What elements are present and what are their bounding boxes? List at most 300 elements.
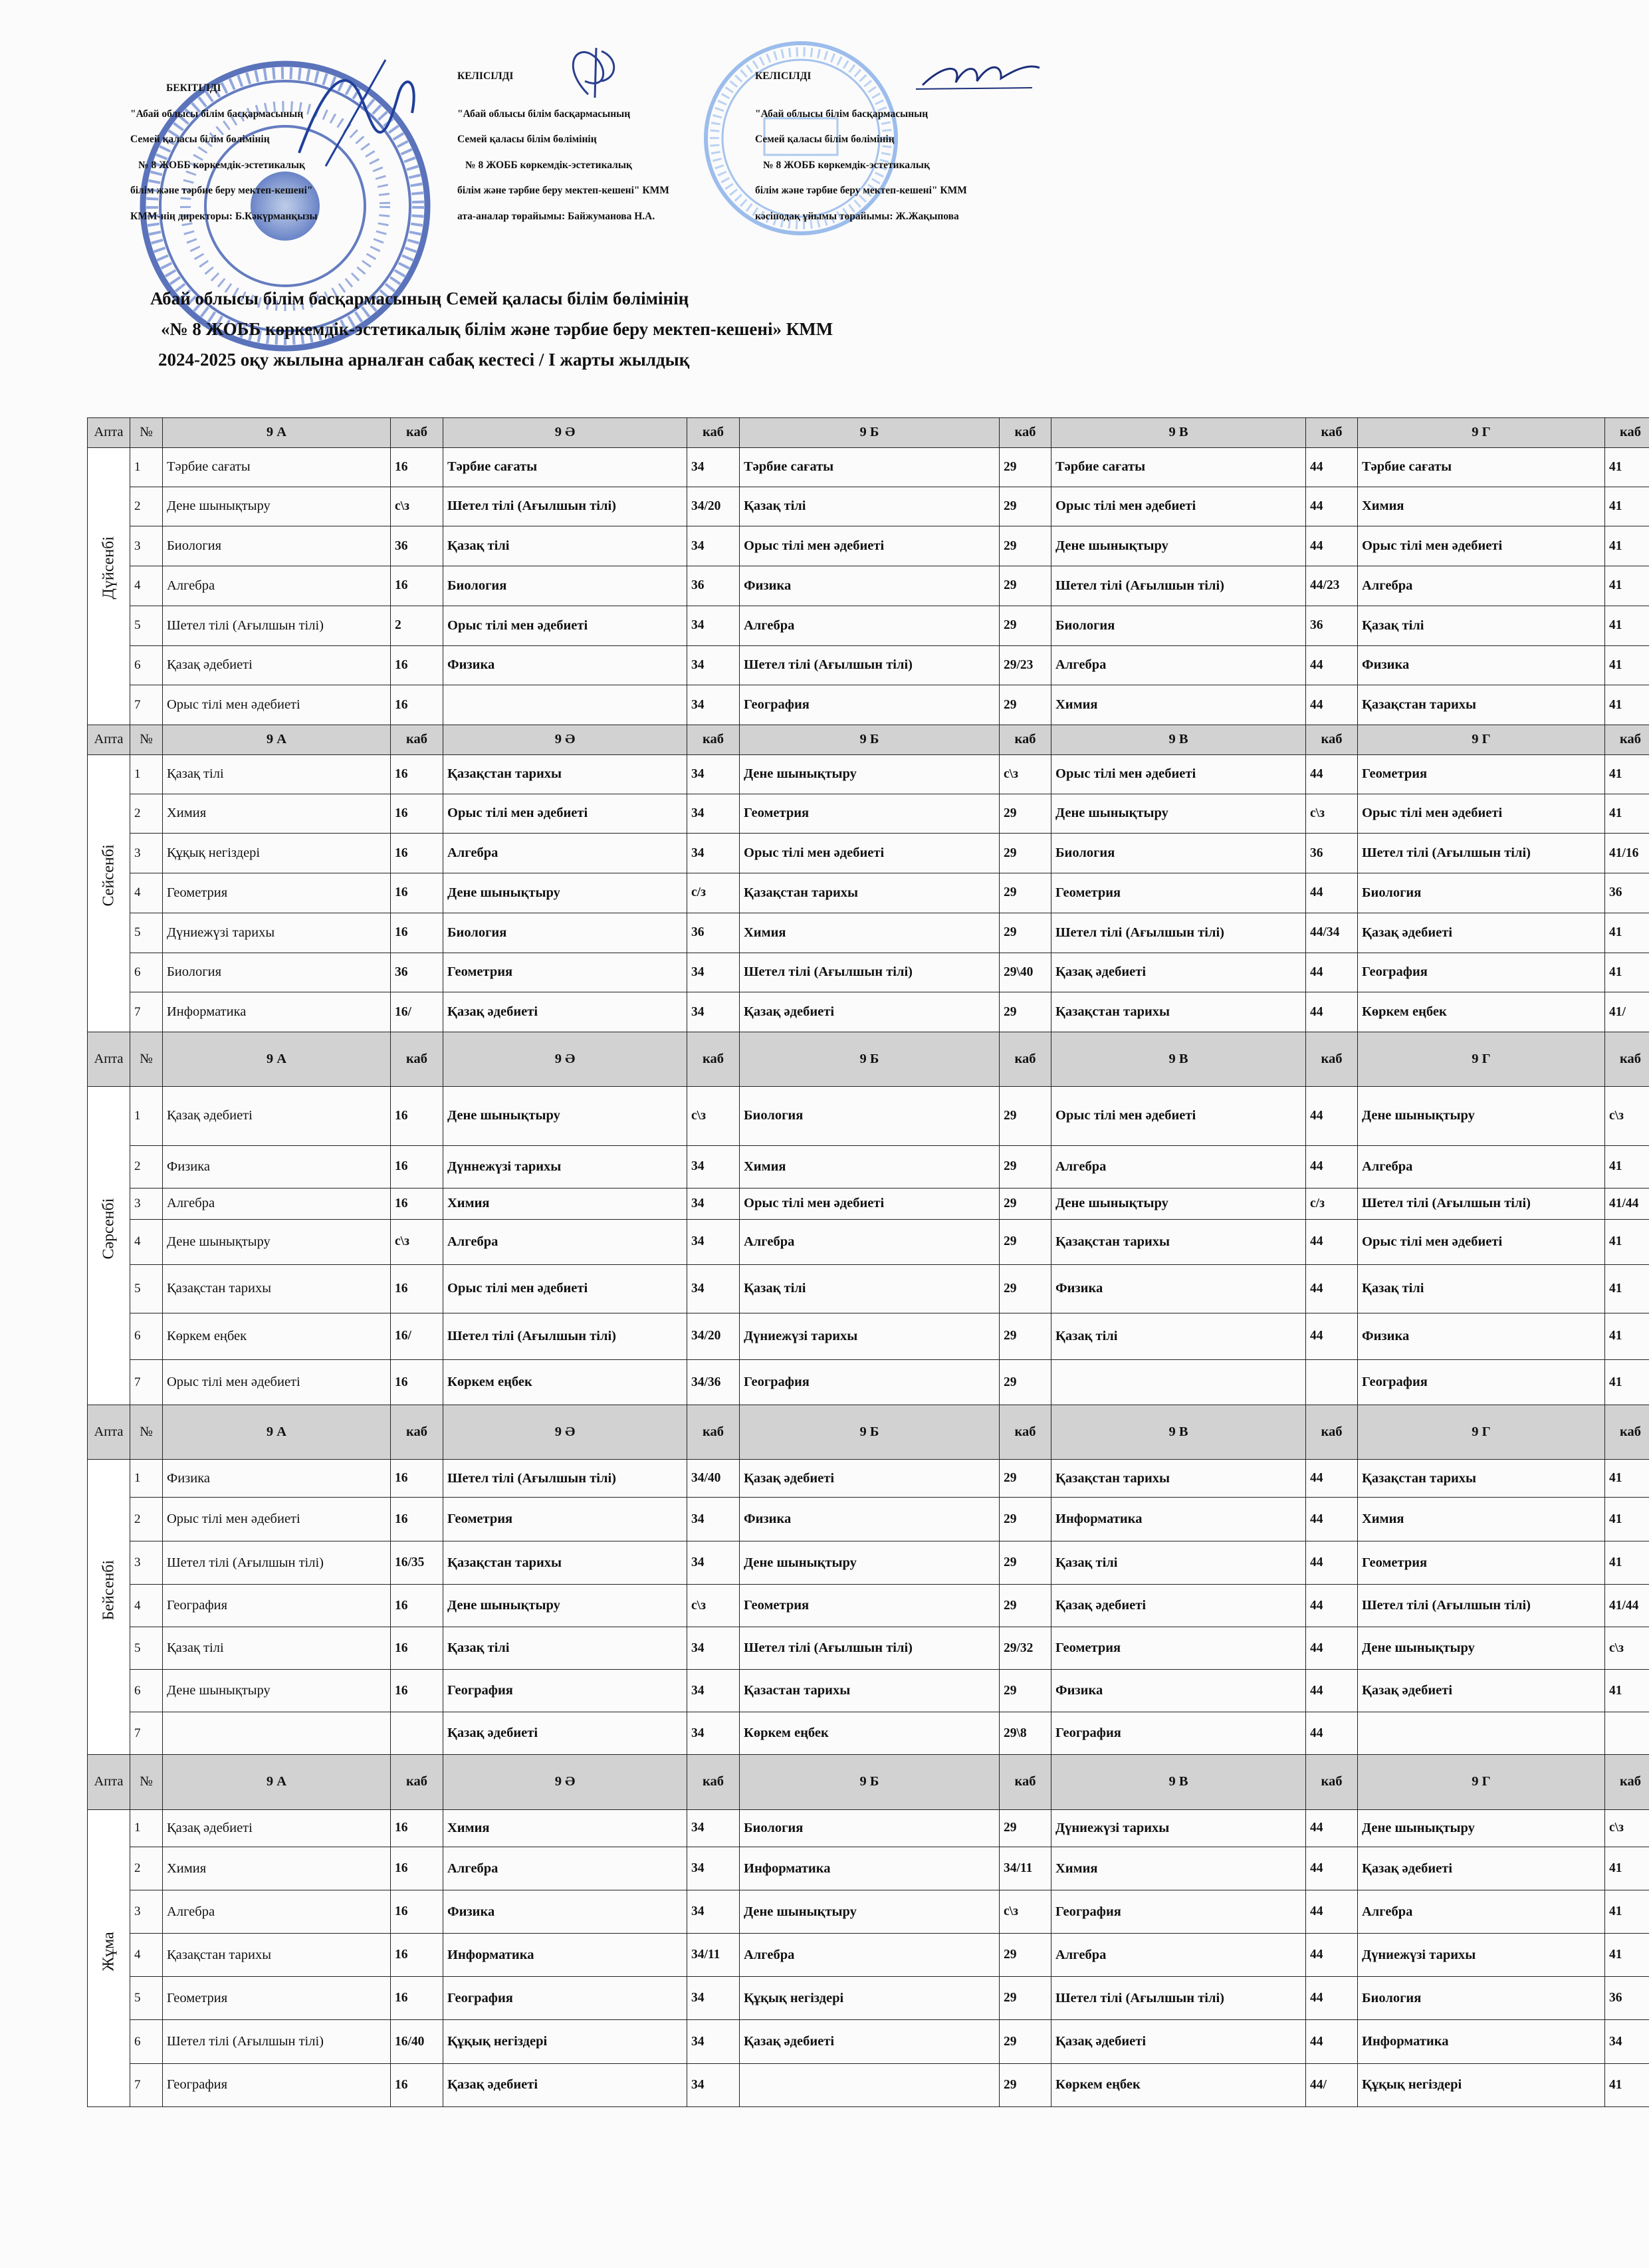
cabinet-cell: 29: [1000, 685, 1051, 725]
subject-cell: Дене шынықтыру: [740, 1890, 1000, 1934]
subject-cell: Қазақ тілі: [443, 526, 687, 566]
header-row: [88, 1032, 1649, 1087]
lesson-row: [88, 834, 1649, 873]
lesson-row: [88, 1087, 1649, 1146]
lesson-number: 6: [130, 1670, 163, 1712]
subject-cell: Дене шынықтыру: [443, 873, 687, 913]
subject-cell: Алгебра: [1358, 1145, 1605, 1188]
lesson-number: 3: [130, 1541, 163, 1585]
lesson-row: [88, 447, 1649, 487]
subject-cell: Биология: [163, 526, 391, 566]
lesson-row: [88, 2020, 1649, 2063]
cabinet-cell: 16: [391, 447, 443, 487]
cabinet-cell: 44: [1306, 645, 1358, 685]
cabinet-header: каб: [687, 418, 740, 448]
cabinet-cell: 41: [1605, 1219, 1649, 1264]
approval-block-parents: [457, 64, 669, 229]
cabinet-cell: 29\40: [1000, 953, 1051, 992]
lesson-number: 3: [130, 526, 163, 566]
cabinet-cell: 41: [1605, 487, 1649, 526]
subject-cell: Шетел тілі (Ағылшын тілі): [443, 1460, 687, 1498]
subject-cell: География: [1358, 953, 1605, 992]
subject-cell: Химия: [1358, 487, 1605, 526]
cabinet-cell: 16: [391, 1360, 443, 1405]
subject-cell: Физика: [443, 1890, 687, 1934]
subject-cell: Орыс тілі мен әдебиеті: [1051, 754, 1306, 794]
cabinet-cell: 29: [1000, 606, 1051, 645]
subject-cell: Химия: [163, 1847, 391, 1890]
cabinet-cell: 29: [1000, 992, 1051, 1032]
header-row: [88, 418, 1649, 448]
class-header: 9 Г: [1358, 1405, 1605, 1460]
subject-cell: Шетел тілі (Ағылшын тілі): [1358, 1188, 1605, 1219]
lesson-row: [88, 1977, 1649, 2020]
subject-cell: Биология: [1051, 606, 1306, 645]
lesson-row: [88, 1498, 1649, 1541]
subject-cell: Дене шынықтыру: [1051, 794, 1306, 834]
cabinet-cell: 29: [1000, 1541, 1051, 1585]
approval-line: КММ-нің директоры: Б.Кәкүрманқызы: [130, 210, 318, 222]
cabinet-cell: 41: [1605, 794, 1649, 834]
cabinet-cell: 16: [391, 566, 443, 606]
lesson-number: 4: [130, 566, 163, 606]
cabinet-cell: 29: [1000, 1188, 1051, 1219]
class-header: 9 Б: [740, 1032, 1000, 1087]
lesson-row: [88, 1712, 1649, 1755]
subject-cell: Химия: [443, 1188, 687, 1219]
cabinet-cell: 29: [1000, 834, 1051, 873]
cabinet-header: каб: [391, 1405, 443, 1460]
day-name: Бейсенбі: [100, 1560, 117, 1621]
cabinet-cell: 34: [687, 1627, 740, 1670]
lesson-number: 5: [130, 1977, 163, 2020]
cabinet-cell: 41: [1605, 2063, 1649, 2106]
approval-line: Семей қаласы білім бөлімінің: [457, 134, 597, 145]
subject-cell: Қазақ әдебиеті: [163, 1809, 391, 1847]
cabinet-cell: 34: [687, 1890, 740, 1934]
approval-line: "Абай облысы білім басқармасының: [755, 108, 929, 120]
subject-cell: Көркем еңбек: [1051, 2063, 1306, 2106]
subject-cell: [443, 685, 687, 725]
heading-line: «№ 8 ЖОББ көркемдік-эстетикалық білім және тәрбие беру мектеп-кешені» КММ: [161, 319, 833, 339]
subject-cell: Қазақстан тарихы: [443, 754, 687, 794]
subject-cell: Қазақ әдебиеті: [1051, 953, 1306, 992]
subject-cell: Шетел тілі (Ағылшын тілі): [1051, 1977, 1306, 2020]
cabinet-header: каб: [1000, 418, 1051, 448]
cabinet-cell: 41/44: [1605, 1188, 1649, 1219]
subject-cell: Құқық негіздері: [740, 1977, 1000, 2020]
cabinet-cell: 34: [687, 1847, 740, 1890]
subject-cell: Алгебра: [740, 1219, 1000, 1264]
cabinet-cell: 16: [391, 1890, 443, 1934]
lesson-number: 5: [130, 1265, 163, 1313]
subject-cell: Қазақ тілі: [443, 1627, 687, 1670]
lesson-row: [88, 873, 1649, 913]
cabinet-cell: 36: [1306, 834, 1358, 873]
subject-cell: Құқық негіздері: [443, 2020, 687, 2063]
cabinet-cell: с\з: [391, 1219, 443, 1264]
subject-cell: Тәрбие сағаты: [740, 447, 1000, 487]
day-name: Дүйсенбі: [100, 536, 117, 600]
subject-cell: Қазақ әдебиеті: [1358, 1847, 1605, 1890]
subject-cell: Шетел тілі (Ағылшын тілі): [740, 953, 1000, 992]
subject-cell: Дүниежүзі тарихы: [1358, 1934, 1605, 1977]
subject-cell: Қазақ әдебиеті: [443, 1712, 687, 1755]
class-header: 9 В: [1051, 1755, 1306, 1809]
subject-cell: Шетел тілі (Ағылшын тілі): [1051, 913, 1306, 953]
cabinet-cell: 44: [1306, 1890, 1358, 1934]
lesson-row: [88, 1670, 1649, 1712]
cabinet-header: каб: [687, 1405, 740, 1460]
cabinet-cell: 41: [1605, 1360, 1649, 1405]
cabinet-cell: 41: [1605, 953, 1649, 992]
cabinet-cell: 36: [391, 526, 443, 566]
cabinet-cell: 44: [1306, 754, 1358, 794]
cabinet-cell: 29: [1000, 1219, 1051, 1264]
subject-cell: Химия: [1051, 1847, 1306, 1890]
cabinet-cell: 34: [687, 685, 740, 725]
cabinet-cell: 44/23: [1306, 566, 1358, 606]
lesson-number: 3: [130, 1188, 163, 1219]
cabinet-cell: 44: [1306, 447, 1358, 487]
cabinet-cell: 44: [1306, 1585, 1358, 1627]
cabinet-cell: 34/11: [687, 1934, 740, 1977]
class-header: 9 Б: [740, 418, 1000, 448]
lesson-row: [88, 992, 1649, 1032]
cabinet-cell: 44: [1306, 1087, 1358, 1146]
subject-cell: Шетел тілі (Ағылшын тілі): [740, 645, 1000, 685]
subject-cell: Физика: [163, 1145, 391, 1188]
subject-cell: География: [443, 1670, 687, 1712]
approval-block-union: [755, 64, 967, 229]
cabinet-cell: 44: [1306, 1460, 1358, 1498]
cabinet-header: каб: [1306, 1032, 1358, 1087]
cabinet-cell: 41: [1605, 685, 1649, 725]
cabinet-cell: 41: [1605, 1265, 1649, 1313]
lesson-row: [88, 913, 1649, 953]
heading-line: 2024-2025 оқу жылына арналған сабақ кестесі / І жарты жылдық: [158, 350, 690, 370]
subject-cell: Биология: [1358, 1977, 1605, 2020]
subject-cell: Геометрия: [443, 1498, 687, 1541]
subject-cell: Алгебра: [443, 1847, 687, 1890]
subject-cell: Қазақстан тарихы: [163, 1265, 391, 1313]
approval-line: кәсіподақ ұйымы төрайымы: Ж.Жақыпова: [755, 210, 959, 222]
lesson-number: 6: [130, 2020, 163, 2063]
cabinet-cell: 16: [391, 794, 443, 834]
subject-cell: Алгебра: [443, 1219, 687, 1264]
subject-cell: Алгебра: [1358, 1890, 1605, 1934]
approval-line: Семей қаласы білім бөлімінің: [755, 134, 895, 145]
cabinet-cell: 16: [391, 1145, 443, 1188]
cabinet-cell: 36: [687, 913, 740, 953]
cabinet-cell: 44: [1306, 1670, 1358, 1712]
cabinet-cell: 41: [1605, 1890, 1649, 1934]
cabinet-cell: 44: [1306, 992, 1358, 1032]
subject-cell: Орыс тілі мен әдебиеті: [740, 526, 1000, 566]
cabinet-cell: 16/: [391, 1313, 443, 1359]
cabinet-cell: 44: [1306, 1313, 1358, 1359]
cabinet-cell: 29: [1000, 913, 1051, 953]
cabinet-cell: с\з: [1605, 1087, 1649, 1146]
cabinet-cell: с\з: [1605, 1627, 1649, 1670]
cabinet-header: каб: [1605, 1032, 1649, 1087]
lesson-row: [88, 2063, 1649, 2106]
class-header: 9 Ә: [443, 725, 687, 755]
lesson-number: 1: [130, 754, 163, 794]
subject-cell: Тәрбие сағаты: [1051, 447, 1306, 487]
subject-cell: Алгебра: [1051, 645, 1306, 685]
subject-cell: Қазақстан тарихы: [1358, 1460, 1605, 1498]
subject-cell: Орыс тілі мен әдебиеті: [1051, 1087, 1306, 1146]
cabinet-cell: 29: [1000, 566, 1051, 606]
approval-line: "Абай облысы білім басқармасының: [130, 108, 304, 120]
cabinet-cell: 44: [1306, 1847, 1358, 1890]
cabinet-cell: 34: [1605, 2020, 1649, 2063]
subject-cell: Дене шынықтыру: [443, 1585, 687, 1627]
lesson-number: 7: [130, 992, 163, 1032]
subject-cell: Дене шынықтыру: [163, 487, 391, 526]
cabinet-cell: 16: [391, 2063, 443, 2106]
subject-cell: Қазастан тарихы: [740, 1670, 1000, 1712]
cabinet-cell: 34: [687, 834, 740, 873]
lesson-row: [88, 1460, 1649, 1498]
lesson-row: [88, 645, 1649, 685]
class-header: 9 Г: [1358, 1755, 1605, 1809]
subject-cell: Қазақ әдебиеті: [163, 1087, 391, 1146]
cabinet-cell: с\з: [687, 1087, 740, 1146]
cabinet-cell: 44: [1306, 1145, 1358, 1188]
lesson-row: [88, 1627, 1649, 1670]
cabinet-cell: 16: [391, 873, 443, 913]
subject-cell: Биология: [1358, 873, 1605, 913]
approval-block-director: [130, 76, 318, 229]
cabinet-header: каб: [1605, 1405, 1649, 1460]
cabinet-cell: с/з: [1306, 1188, 1358, 1219]
subject-cell: Қазақ тілі: [1051, 1541, 1306, 1585]
subject-cell: Химия: [740, 913, 1000, 953]
cabinet-cell: 41: [1605, 1847, 1649, 1890]
cabinet-cell: с\з: [687, 1585, 740, 1627]
subject-cell: Дүниежүзі тарихы: [1051, 1809, 1306, 1847]
cabinet-cell: 44: [1306, 1934, 1358, 1977]
cabinet-cell: 16: [391, 1460, 443, 1498]
num-header: №: [130, 418, 163, 448]
cabinet-cell: 34: [687, 953, 740, 992]
subject-cell: Орыс тілі мен әдебиеті: [443, 606, 687, 645]
lesson-row: [88, 1585, 1649, 1627]
heading-line: Абай облысы білім басқармасының Семей қаласы білім бөлімінің: [150, 288, 689, 308]
lesson-row: [88, 1265, 1649, 1313]
cabinet-cell: 29: [1000, 1809, 1051, 1847]
subject-cell: Қазақ әдебиеті: [1051, 1585, 1306, 1627]
subject-cell: Биология: [1051, 834, 1306, 873]
schedule-table: [87, 417, 1649, 2107]
subject-cell: Химия: [443, 1809, 687, 1847]
class-header: 9 Б: [740, 725, 1000, 755]
subject-cell: Дене шынықтыру: [740, 754, 1000, 794]
subject-cell: Құқық негіздері: [163, 834, 391, 873]
day-cell: [88, 447, 130, 725]
cabinet-cell: 34/40: [687, 1460, 740, 1498]
subject-cell: Шетел тілі (Ағылшын тілі): [1051, 566, 1306, 606]
subject-cell: Геометрия: [1358, 1541, 1605, 1585]
subject-cell: Геометрия: [740, 1585, 1000, 1627]
approval-title: КЕЛІСІЛДІ: [457, 70, 514, 82]
subject-cell: Дүннежүзі тарихы: [443, 1145, 687, 1188]
cabinet-cell: 44: [1306, 526, 1358, 566]
cabinet-cell: 29: [1000, 1934, 1051, 1977]
cabinet-cell: 41: [1605, 645, 1649, 685]
lesson-number: 2: [130, 1847, 163, 1890]
lesson-number: 3: [130, 834, 163, 873]
cabinet-cell: 41/44: [1605, 1585, 1649, 1627]
cabinet-header: каб: [1306, 418, 1358, 448]
cabinet-cell: 34: [687, 1145, 740, 1188]
lesson-row: [88, 606, 1649, 645]
subject-cell: Алгебра: [1358, 566, 1605, 606]
cabinet-cell: 16: [391, 913, 443, 953]
subject-cell: Шетел тілі (Ағылшын тілі): [443, 487, 687, 526]
approval-line: ата-аналар төрайымы: Байжуманова Н.А.: [457, 210, 655, 222]
lesson-row: [88, 566, 1649, 606]
subject-cell: Тәрбие сағаты: [443, 447, 687, 487]
cabinet-cell: 16: [391, 1977, 443, 2020]
subject-cell: Информатика: [1051, 1498, 1306, 1541]
subject-cell: Геометрия: [740, 794, 1000, 834]
subject-cell: География: [1051, 1712, 1306, 1755]
cabinet-cell: 29: [1000, 1670, 1051, 1712]
cabinet-cell: 44: [1306, 685, 1358, 725]
subject-cell: Орыс тілі мен әдебиеті: [443, 794, 687, 834]
cabinet-cell: 44: [1306, 1219, 1358, 1264]
cabinet-cell: 29: [1000, 487, 1051, 526]
num-header: №: [130, 725, 163, 755]
subject-cell: Орыс тілі мен әдебиеті: [1358, 794, 1605, 834]
subject-cell: Шетел тілі (Ағылшын тілі): [163, 2020, 391, 2063]
class-header: 9 А: [163, 1032, 391, 1087]
subject-cell: Информатика: [163, 992, 391, 1032]
day-header: Апта: [88, 725, 130, 755]
subject-cell: Информатика: [1358, 2020, 1605, 2063]
cabinet-header: каб: [1605, 725, 1649, 755]
cabinet-cell: 34: [687, 1188, 740, 1219]
class-header: 9 Г: [1358, 725, 1605, 755]
lesson-row: [88, 1360, 1649, 1405]
lesson-number: 5: [130, 1627, 163, 1670]
cabinet-cell: 34/11: [1000, 1847, 1051, 1890]
subject-cell: Қазақ әдебиеті: [740, 1460, 1000, 1498]
cabinet-header: каб: [687, 1032, 740, 1087]
header-row: [88, 725, 1649, 755]
cabinet-cell: 44: [1306, 487, 1358, 526]
subject-cell: Дене шынықтыру: [1051, 526, 1306, 566]
cabinet-cell: 16: [391, 1087, 443, 1146]
cabinet-cell: 36: [1306, 606, 1358, 645]
cabinet-cell: 16/35: [391, 1541, 443, 1585]
subject-cell: Қазақ әдебиеті: [443, 992, 687, 1032]
subject-cell: Орыс тілі мен әдебиеті: [1358, 1219, 1605, 1264]
subject-cell: Информатика: [443, 1934, 687, 1977]
day-cell: [88, 1460, 130, 1755]
cabinet-cell: 44: [1306, 1265, 1358, 1313]
cabinet-cell: 41: [1605, 566, 1649, 606]
subject-cell: Шетел тілі (Ағылшын тілі): [163, 606, 391, 645]
subject-cell: Қазақстан тарихы: [443, 1541, 687, 1585]
subject-cell: Қазақстан тарихы: [163, 1934, 391, 1977]
subject-cell: География: [1051, 1890, 1306, 1934]
cabinet-cell: 16: [391, 1585, 443, 1627]
cabinet-cell: 44/: [1306, 2063, 1358, 2106]
lesson-row: [88, 1934, 1649, 1977]
lesson-number: 2: [130, 1498, 163, 1541]
cabinet-header: каб: [1605, 418, 1649, 448]
approval-line: № 8 ЖОББ көркемдік-эстетикалық: [465, 159, 632, 171]
cabinet-cell: 34: [687, 2063, 740, 2106]
cabinet-cell: 34: [687, 1712, 740, 1755]
subject-cell: География: [163, 1585, 391, 1627]
cabinet-cell: 41: [1605, 526, 1649, 566]
class-header: 9 А: [163, 725, 391, 755]
subject-cell: [1358, 1712, 1605, 1755]
cabinet-cell: 16: [391, 1847, 443, 1890]
cabinet-cell: 29: [1000, 1087, 1051, 1146]
subject-cell: Орыс тілі мен әдебиеті: [740, 834, 1000, 873]
class-header: 9 Б: [740, 1405, 1000, 1460]
subject-cell: Геометрия: [1358, 754, 1605, 794]
subject-cell: Қазақстан тарихы: [1051, 992, 1306, 1032]
cabinet-header: каб: [687, 1755, 740, 1809]
cabinet-cell: 41: [1605, 1670, 1649, 1712]
subject-cell: География: [443, 1977, 687, 2020]
cabinet-cell: 29: [1000, 1585, 1051, 1627]
class-header: 9 В: [1051, 418, 1306, 448]
cabinet-cell: 34: [687, 1809, 740, 1847]
cabinet-cell: 16: [391, 1188, 443, 1219]
lesson-row: [88, 1847, 1649, 1890]
cabinet-cell: с\з: [1000, 1890, 1051, 1934]
cabinet-cell: 44: [1306, 1977, 1358, 2020]
day-cell: [88, 754, 130, 1032]
subject-cell: Дене шынықтыру: [1358, 1809, 1605, 1847]
subject-cell: Қазақ әдебиеті: [740, 2020, 1000, 2063]
subject-cell: Шетел тілі (Ағылшын тілі): [443, 1313, 687, 1359]
approval-line: "Абай облысы білім басқармасының: [457, 108, 631, 120]
cabinet-cell: 44: [1306, 873, 1358, 913]
cabinet-cell: 16/40: [391, 2020, 443, 2063]
cabinet-cell: 29: [1000, 1145, 1051, 1188]
subject-cell: Физика: [1358, 1313, 1605, 1359]
lesson-number: 2: [130, 487, 163, 526]
subject-cell: Қазақстан тарихы: [1051, 1219, 1306, 1264]
subject-cell: Дене шынықтыру: [1051, 1188, 1306, 1219]
cabinet-cell: 41: [1605, 1460, 1649, 1498]
cabinet-cell: 16: [391, 754, 443, 794]
cabinet-cell: 34: [687, 754, 740, 794]
class-header: 9 Г: [1358, 418, 1605, 448]
cabinet-cell: с\з: [1306, 794, 1358, 834]
subject-cell: Қазақ әдебиеті: [443, 2063, 687, 2106]
subject-cell: Шетел тілі (Ағылшын тілі): [740, 1627, 1000, 1670]
cabinet-cell: 41/16: [1605, 834, 1649, 873]
approval-line: Семей қаласы білім бөлімінің: [130, 134, 270, 145]
cabinet-cell: 16: [391, 1498, 443, 1541]
day-cell: [88, 1809, 130, 2106]
cabinet-cell: 29: [1000, 1977, 1051, 2020]
subject-cell: Қазақ әдебиеті: [1051, 2020, 1306, 2063]
subject-cell: Биология: [163, 953, 391, 992]
lesson-number: 4: [130, 1219, 163, 1264]
subject-cell: Биология: [740, 1809, 1000, 1847]
